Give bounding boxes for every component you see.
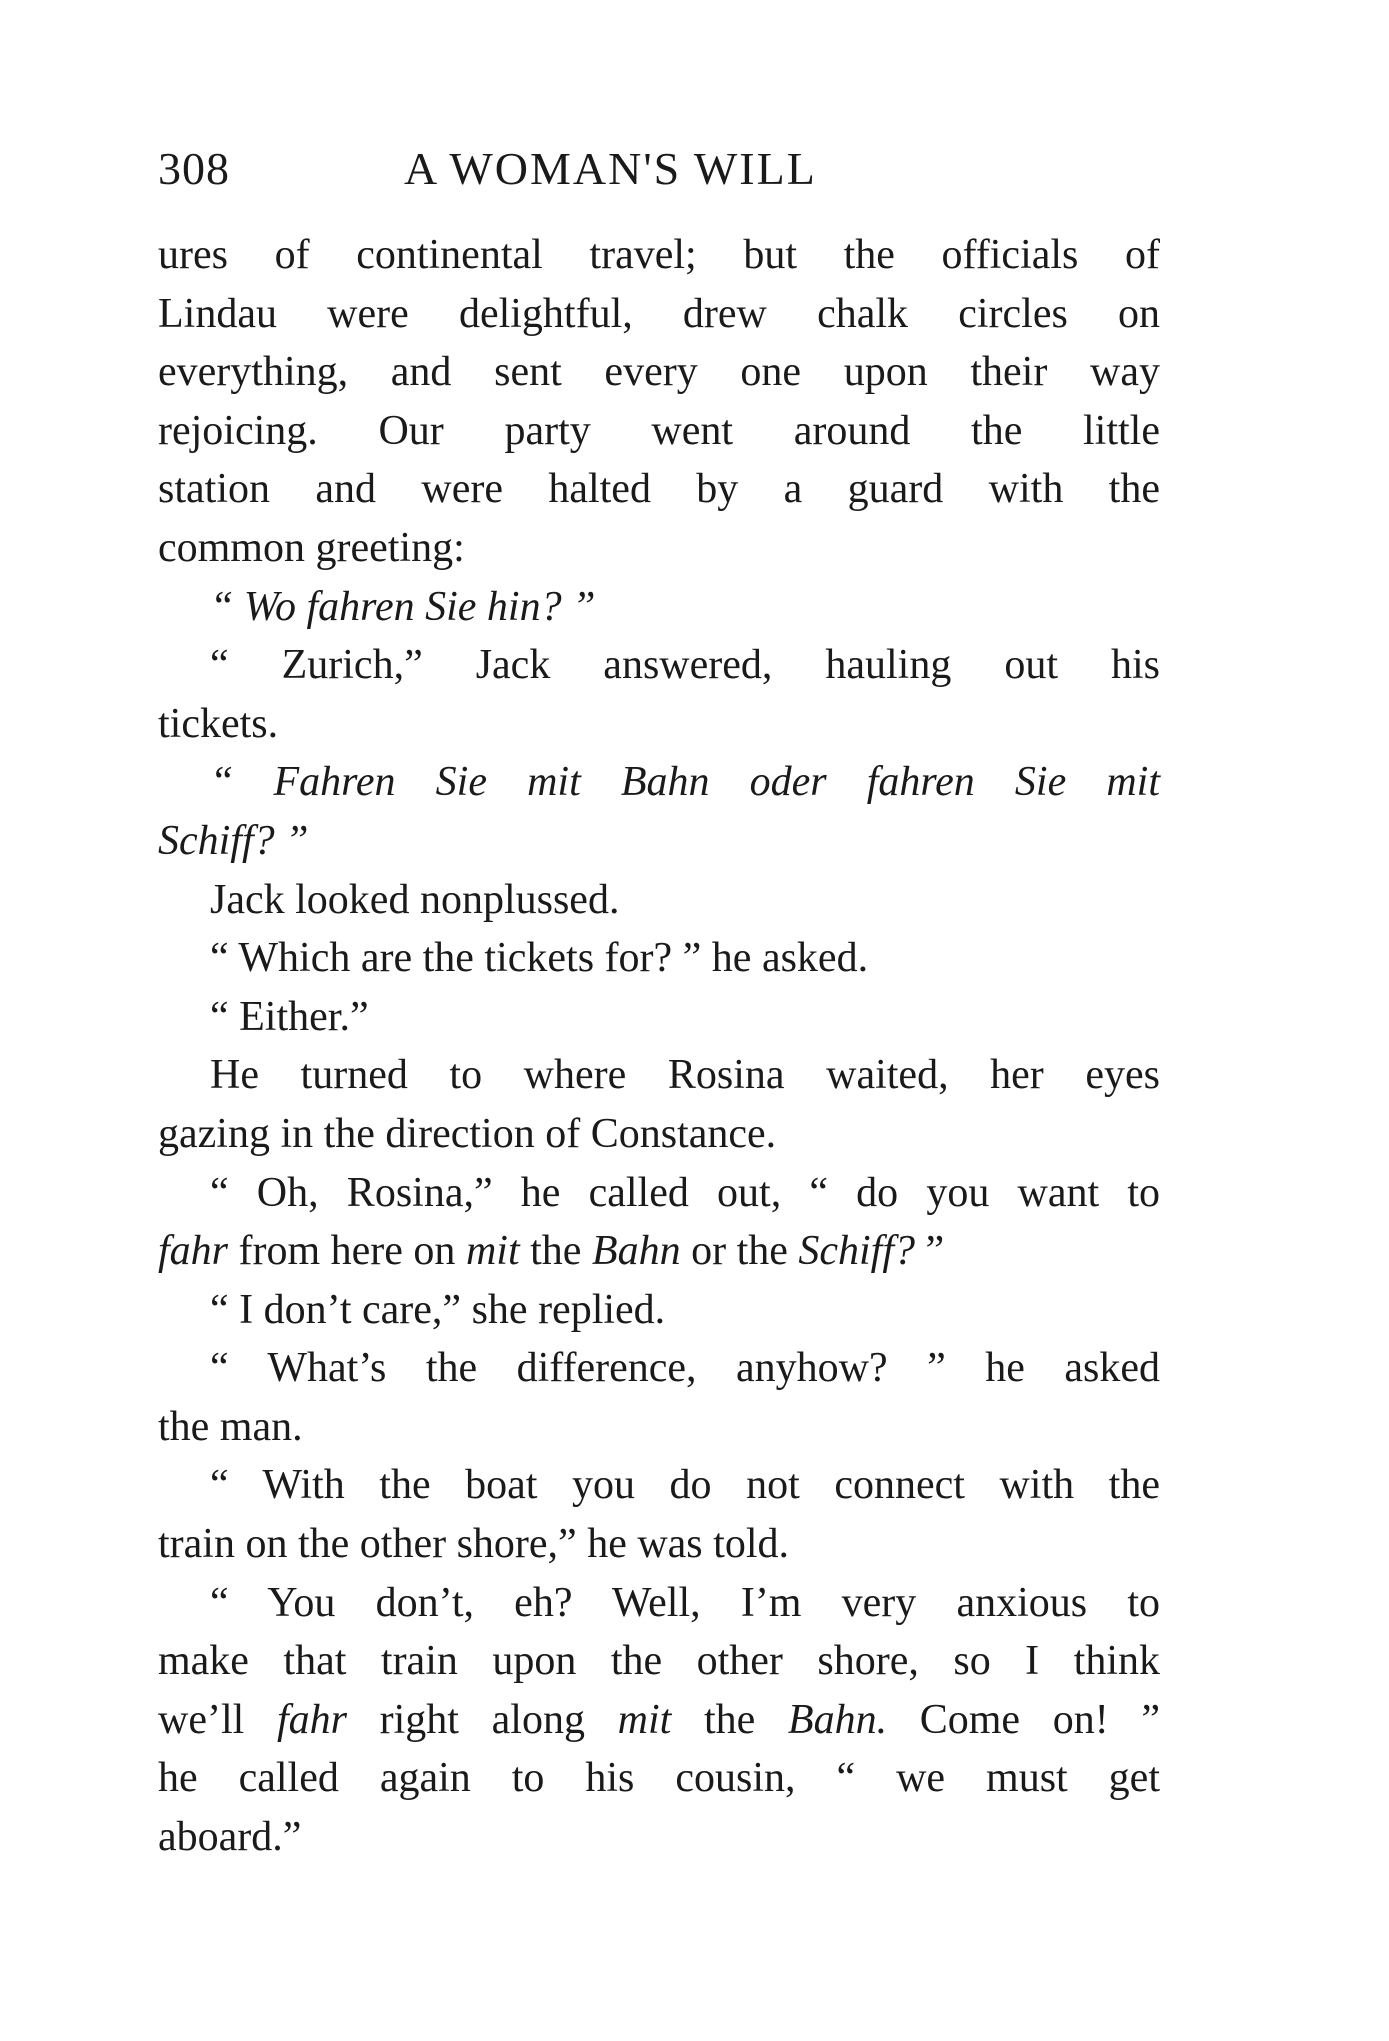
text-line: “ You don’t, eh? Well, I’m very anxious to bbox=[210, 1579, 1160, 1626]
text-line: make that train upon the other shore, so I think bbox=[158, 1638, 1160, 1685]
italic-word: fahr bbox=[276, 1696, 347, 1743]
text-line: station and were halted by a guard with the bbox=[158, 466, 1160, 513]
text-line: tickets. bbox=[158, 700, 279, 747]
text-line: train on the other shore,” he was told. bbox=[158, 1521, 789, 1568]
text-run: Come on! ” bbox=[887, 1696, 1161, 1743]
italic-word: mit bbox=[617, 1696, 672, 1743]
text-line: “ Oh, Rosina,” he called out, “ do you want to bbox=[210, 1169, 1160, 1216]
text-line: “ Fahren Sie mit Bahn oder fahren Sie mit bbox=[210, 759, 1160, 806]
text-line-mixed bbox=[158, 1222, 1160, 1281]
text-run: we’ll bbox=[158, 1696, 277, 1743]
text-line: “ Zurich,” Jack answered, hauling out his bbox=[210, 642, 1160, 689]
text-line: “ What’s the difference, anyhow? ” he asked bbox=[210, 1345, 1160, 1392]
page-number: 308 bbox=[158, 143, 230, 194]
text-line: Jack looked nonplussed. bbox=[210, 876, 620, 923]
text-run: right along bbox=[346, 1696, 618, 1743]
text-line: “ Either.” bbox=[210, 993, 369, 1040]
italic-word: Schiff? bbox=[798, 1228, 916, 1275]
italic-word: Bahn. bbox=[787, 1696, 888, 1743]
text-line: rejoicing. Our party went around the little bbox=[158, 407, 1160, 454]
italic-word: Bahn bbox=[591, 1228, 681, 1275]
text-line-mixed bbox=[158, 1691, 1160, 1750]
text-line: “ I don’t care,” she replied. bbox=[210, 1286, 666, 1333]
text-line: aboard.” bbox=[158, 1814, 302, 1861]
text-line: common greeting: bbox=[158, 524, 465, 571]
text-line: the man. bbox=[158, 1403, 303, 1450]
body-text bbox=[158, 226, 1160, 1867]
page-header bbox=[158, 142, 1158, 202]
text-line: “ Which are the tickets for? ” he asked. bbox=[210, 935, 869, 982]
text-line: Schiff? ” bbox=[158, 817, 309, 864]
text-run: from here on bbox=[228, 1228, 466, 1275]
text-run: ” bbox=[915, 1228, 945, 1275]
text-run: the bbox=[671, 1696, 788, 1743]
text-line: gazing in the direction of Constance. bbox=[158, 1110, 777, 1157]
text-run: or the bbox=[680, 1228, 799, 1275]
text-line: Lindau were delightful, drew chalk circles on bbox=[158, 290, 1160, 337]
text-line: “ Wo fahren Sie hin? ” bbox=[210, 583, 596, 630]
text-line: he called again to his cousin, “ we must get bbox=[158, 1755, 1160, 1802]
running-title: A WOMAN'S WILL bbox=[404, 143, 817, 194]
italic-word: mit bbox=[465, 1228, 520, 1275]
text-line: ures of continental travel; but the officials of bbox=[158, 232, 1160, 278]
text-line: everything, and sent every one upon their way bbox=[158, 349, 1160, 396]
text-line: “ With the boat you do not connect with the bbox=[210, 1462, 1160, 1509]
italic-word: fahr bbox=[158, 1228, 229, 1275]
text-run: the bbox=[519, 1228, 592, 1275]
text-line: He turned to where Rosina waited, her eyes bbox=[210, 1052, 1160, 1099]
